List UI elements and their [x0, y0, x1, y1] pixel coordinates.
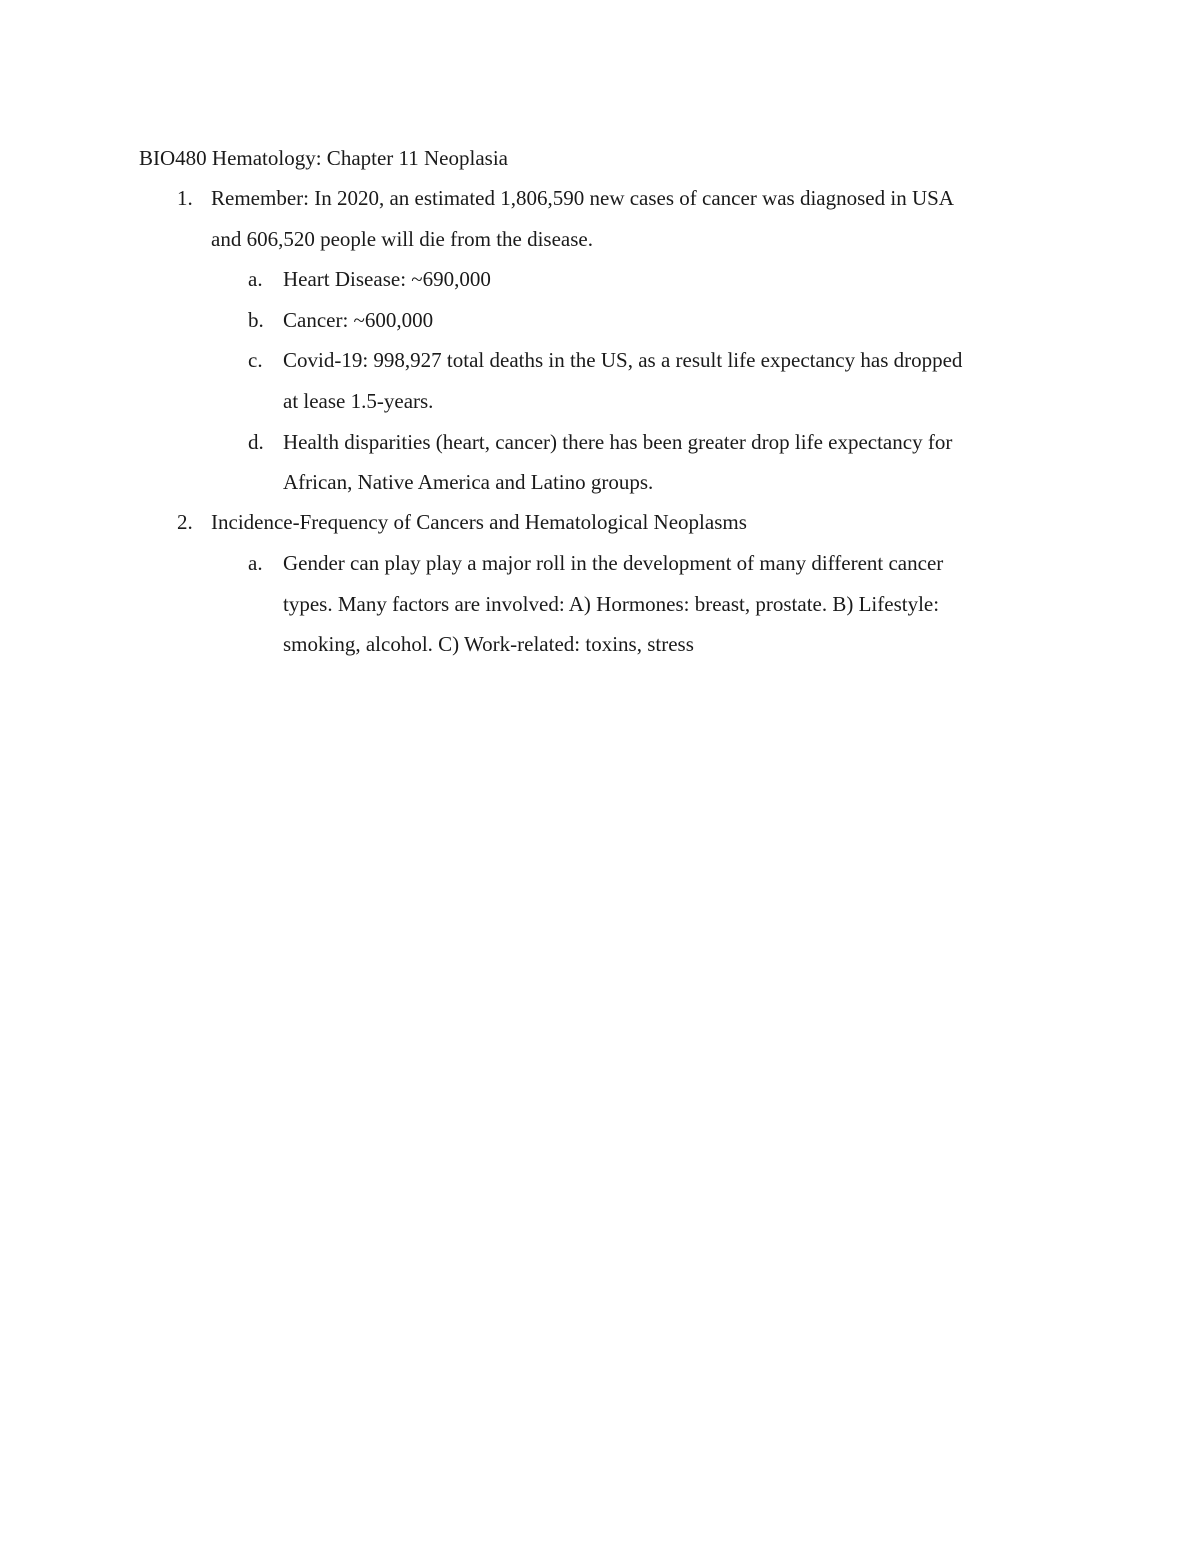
sublist-marker-1c: c. — [248, 348, 263, 372]
sublist-item-1c-line-2: at lease 1.5-years. — [283, 389, 434, 413]
sublist-item-1c-line-1: Covid-19: 998,927 total deaths in the US, as a result life expectancy has dropped — [283, 348, 963, 372]
sublist-marker-1b: b. — [248, 308, 264, 332]
list-item-1-line-1: Remember: In 2020, an estimated 1,806,590 new cases of cancer was diagnosed in USA — [211, 186, 954, 210]
sublist-item-1d-line-2: African, Native America and Latino groups. — [283, 470, 654, 494]
list-marker-1: 1. — [177, 186, 193, 210]
sublist-marker-1a: a. — [248, 267, 263, 291]
sublist-item-2a-line-2: types. Many factors are involved: A) Hormones: breast, prostate. B) Lifestyle: — [283, 592, 940, 616]
sublist-marker-2a: a. — [248, 551, 263, 575]
sublist-item-2a-line-3: smoking, alcohol. C) Work-related: toxins, stress — [283, 632, 694, 656]
sublist-item-1a: Heart Disease: ~690,000 — [283, 267, 491, 291]
sublist-item-1d-line-1: Health disparities (heart, cancer) there has been greater drop life expectancy for — [283, 430, 953, 454]
document-title: BIO480 Hematology: Chapter 11 Neoplasia — [139, 146, 508, 170]
list-item-2-line-1: Incidence-Frequency of Cancers and Hematological Neoplasms — [211, 510, 747, 534]
sublist-item-1b: Cancer: ~600,000 — [283, 308, 434, 332]
list-item-1-line-2: and 606,520 people will die from the disease. — [211, 227, 593, 251]
sublist-item-2a-line-1: Gender can play play a major roll in the development of many different cancer — [283, 551, 944, 575]
list-marker-2: 2. — [177, 510, 193, 534]
sublist-marker-1d: d. — [248, 430, 264, 454]
